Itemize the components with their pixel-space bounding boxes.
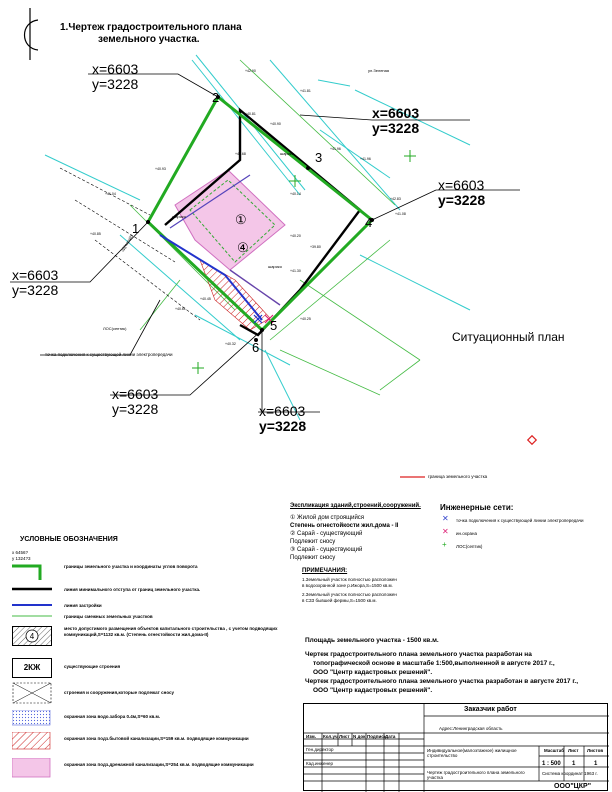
svg-text:+40.85: +40.85	[90, 232, 101, 236]
connection-point-label: точка подключения к существующей линии электропередачи	[45, 352, 173, 357]
svg-text:+41.81: +41.81	[300, 89, 311, 93]
situation-plan-label: Ситуационный план	[452, 330, 565, 344]
explication: Экспликация зданий,строений,сооружений. ① Жилой дом строящийся Степень огнестойкости жил.дома - II ② Сарай - существующий Подлежит сносу ③ Сарай - существующий Подлежит сносу	[290, 503, 421, 561]
svg-text:+40.68: +40.68	[235, 152, 246, 156]
svg-text:+39.80: +39.80	[310, 245, 321, 249]
svg-text:шарико: шарико	[172, 214, 186, 219]
legend-zone-symbol	[12, 626, 52, 646]
svg-text:+40.93: +40.93	[155, 167, 166, 171]
coord-label-6: x=6603 y=3228	[112, 386, 159, 417]
legend-title: УСЛОВНЫЕ ОБОЗНАЧЕНИЯ	[20, 536, 118, 543]
north-arrow-icon	[25, 8, 39, 60]
svg-text:ЛОС(септик): ЛОС(септик)	[103, 326, 127, 331]
svg-text:+40.61: +40.61	[175, 307, 186, 311]
svg-text:+40.25: +40.25	[300, 317, 311, 321]
legend-sample-coord: х 6456? у 1324?3	[12, 550, 31, 561]
coord-label-2: x=6603 y=3228	[92, 61, 139, 92]
red-diamond-icon	[528, 436, 536, 444]
coord-label-4: x=6603 y=3228	[438, 177, 486, 208]
svg-text:+40.90: +40.90	[270, 122, 281, 126]
svg-text:4: 4	[29, 632, 35, 641]
svg-text:+40.32: +40.32	[225, 342, 236, 346]
svg-text:+41.96: +41.96	[330, 147, 341, 151]
page-title: 1.Чертеж градостроительного плана земельного участка.	[60, 22, 242, 45]
street-label: ул.Зеленая	[368, 68, 390, 73]
svg-text:+41.96: +41.96	[360, 157, 371, 161]
legend-boundary-symbol	[12, 562, 52, 582]
svg-text:+41.04: +41.04	[105, 192, 116, 196]
zone-4-marker: ④	[237, 240, 249, 255]
point-4: 4	[365, 215, 373, 230]
svg-text:шарико: шарико	[268, 264, 282, 269]
notes: ПРИМЕЧАНИЯ: 1.Земельный участок полностью расположен в водоохранной зоне р.Ижора,S=1500 кв.м. 2.Земельный участок полностью расположен в СЗЗ бывшей фермы,S=1500 кв.м.	[302, 568, 397, 603]
coord-label-3: x=6603 y=3228	[372, 105, 420, 136]
sewer-zone	[200, 260, 270, 330]
svg-text:+40.45: +40.45	[200, 297, 211, 301]
svg-text:+40.81: +40.81	[245, 112, 256, 116]
svg-text:+40.14: +40.14	[290, 192, 301, 196]
svg-text:шарико: шарико	[280, 151, 294, 156]
svg-text:ЗД(сарай): ЗД(сарай)	[119, 234, 134, 253]
svg-text:+42.83: +42.83	[390, 197, 401, 201]
point-3: 3	[315, 150, 323, 165]
svg-text:+41.30: +41.30	[290, 269, 301, 273]
coord-label-1: x=6603 y=3228	[12, 267, 59, 298]
point-1: 1	[132, 221, 140, 236]
plan-info: Площадь земельного участка - 1500 кв.м. Чертеж градостроительного плана земельного участка разработан на топографической основе в масштабе 1:500,выполненной в августе 2017 г., ООО "Центр кадастровых решений". Чертеж градостроительного плана земельного участка разработан в августе 2017 г., ООО "Центр кадастровых решений".	[305, 637, 579, 694]
svg-text:+40.20: +40.20	[290, 234, 301, 238]
svg-text:+41.08: +41.08	[395, 212, 406, 216]
coord-label-5: x=6603 y=3228	[259, 403, 307, 434]
svg-text:+42.90: +42.90	[245, 69, 256, 73]
title-block: Заказчик работ Адрес:Ленинградская область Изм. Кол.уч Лист N док Подпись Дата Ген.директор Кад.инженер Индивидуальное(малоэтажное) жилищное строительство Масштаб Лист Листов 1 : 500 1 1 Чертеж градостроительного плана земельного участка Система координат 1963 г. ООО"ЦКР"	[303, 703, 608, 791]
point-6: 6	[252, 340, 260, 355]
zone-1-marker: ①	[235, 212, 247, 227]
engineering-networks: Инженерные сети: ✕ точка подключения к существующей линии электропередачи ✕ ин.охрана + ЛОС(септик)	[440, 503, 584, 549]
point-2: 2	[212, 90, 220, 105]
boundary-legend-label: граница земельного участка	[428, 474, 488, 479]
point-5: 5	[270, 318, 278, 333]
leader-lines	[10, 74, 520, 412]
